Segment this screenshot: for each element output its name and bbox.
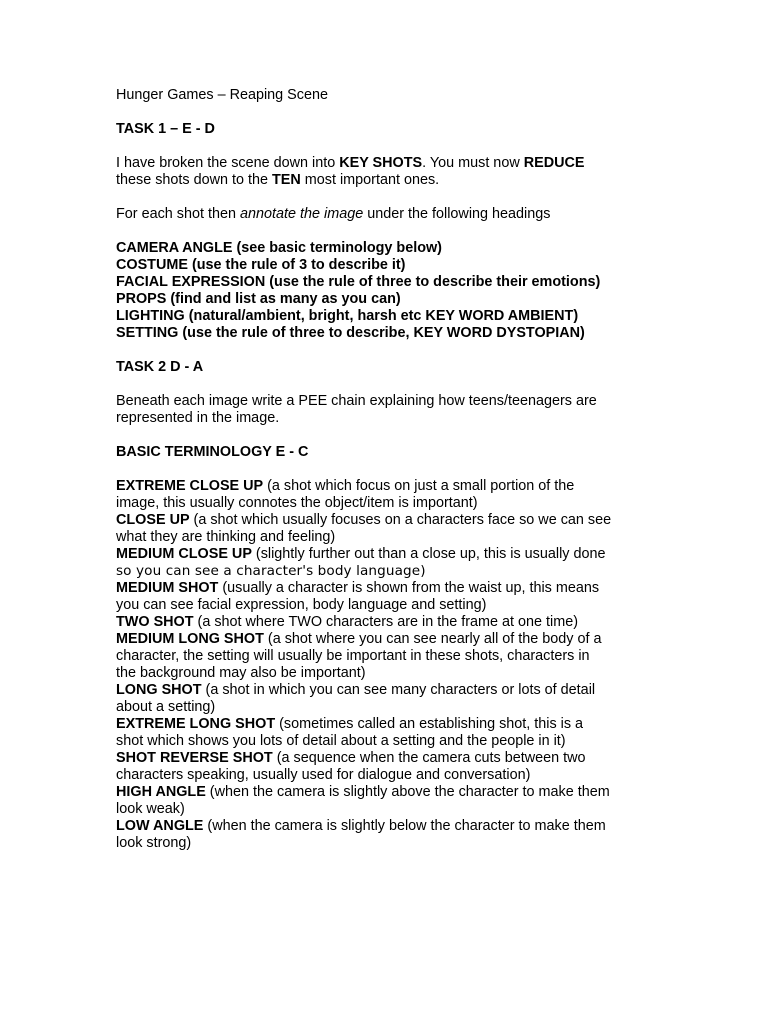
task2-body: [116, 393, 736, 427]
terminology-heading-text: BASIC TERMINOLOGY E - C: [116, 444, 309, 460]
term-name: LOW ANGLE: [116, 818, 204, 834]
document-title: Hunger Games – Reaping Scene: [116, 87, 328, 103]
term-line: [116, 682, 736, 699]
term-desc: (slightly further out than a close up, this is usually done: [251, 546, 606, 562]
annotate-after: under the following headings: [363, 206, 551, 222]
task1-heading: [116, 121, 736, 138]
term-desc-cont: look strong): [116, 835, 192, 851]
term-line: [116, 818, 736, 835]
heading-facial-expression: FACIAL EXPRESSION (use the rule of three to describe their emotions): [116, 274, 601, 290]
term-line: [116, 716, 736, 733]
task2-heading-text: TASK 2 D - A: [116, 359, 204, 375]
terminology-list: [116, 478, 736, 852]
document-page: [116, 87, 736, 852]
heading-camera-angle: CAMERA ANGLE (see basic terminology below): [116, 240, 442, 256]
term-line: [116, 580, 736, 597]
term-desc: (a shot in which you can see many characters or lots of detail: [201, 682, 596, 698]
task2-body-line2: represented in the image.: [116, 410, 280, 426]
term-desc-cont: you can see facial expression, body language and setting): [116, 597, 487, 613]
intro-bold-reduce: REDUCE: [523, 155, 585, 171]
term-desc: (when the camera is slightly below the character to make them: [203, 818, 606, 834]
intro-text-2: . You must now: [422, 155, 524, 171]
term-line: [116, 512, 736, 529]
intro-text-3: these shots down to the: [116, 172, 272, 188]
term-desc: (a shot where TWO characters are in the frame at one time): [193, 614, 578, 630]
term-name: MEDIUM LONG SHOT: [116, 631, 264, 647]
task1-intro-line2: [116, 172, 736, 189]
term-desc-cont: look weak): [116, 801, 185, 817]
task2-heading: [116, 359, 736, 376]
term-desc: (a sequence when the camera cuts between two: [272, 750, 586, 766]
term-line: [116, 478, 736, 495]
term-name: MEDIUM CLOSE UP: [116, 546, 252, 562]
term-desc-cont: the background may also be important): [116, 665, 366, 681]
term-extreme-long-shot: [116, 716, 736, 750]
term-name: SHOT REVERSE SHOT: [116, 750, 273, 766]
heading-setting: SETTING (use the rule of three to describe, KEY WORD DYSTOPIAN): [116, 325, 585, 341]
heading-props: PROPS (find and list as many as you can): [116, 291, 401, 307]
term-desc-cont: about a setting): [116, 699, 216, 715]
term-name: LONG SHOT: [116, 682, 202, 698]
term-desc: (a shot where you can see nearly all of the body of a: [263, 631, 602, 647]
term-desc-cont: image, this usually connotes the object/item is important): [116, 495, 478, 511]
intro-bold-key-shots: KEY SHOTS: [339, 155, 423, 171]
term-line: [116, 614, 736, 631]
intro-bold-ten: TEN: [272, 172, 301, 188]
term-long-shot: [116, 682, 736, 716]
term-medium-close-up: [116, 546, 736, 580]
task2-body-line1: Beneath each image write a PEE chain explaining how teens/teenagers are: [116, 393, 597, 409]
term-name: MEDIUM SHOT: [116, 580, 219, 596]
term-close-up: [116, 512, 736, 546]
task1-intro-line1: [116, 155, 736, 172]
term-desc-cont: characters speaking, usually used for dialogue and conversation): [116, 767, 531, 783]
term-medium-long-shot: [116, 631, 736, 682]
term-shot-reverse-shot: [116, 750, 736, 784]
intro-text-4: most important ones.: [300, 172, 440, 188]
term-name: HIGH ANGLE: [116, 784, 206, 800]
term-name: TWO SHOT: [116, 614, 194, 630]
term-desc: (when the camera is slightly above the character to make them: [205, 784, 610, 800]
term-medium-shot: [116, 580, 736, 614]
term-line: [116, 631, 736, 648]
annotate-before: For each shot then: [116, 206, 240, 222]
term-desc-cont: character, the setting will usually be important in these shots, characters in: [116, 648, 590, 664]
term-two-shot: [116, 614, 736, 631]
term-desc: (usually a character is shown from the waist up, this means: [218, 580, 600, 596]
term-extreme-close-up: [116, 478, 736, 512]
annotate-italic: annotate the image: [240, 206, 364, 222]
intro-text-1: I have broken the scene down into: [116, 155, 340, 171]
term-low-angle: [116, 818, 736, 852]
task1-intro: [116, 155, 736, 189]
term-high-angle: [116, 784, 736, 818]
term-name: EXTREME CLOSE UP: [116, 478, 264, 494]
term-desc-cont: shot which shows you lots of detail about a setting and the people in it): [116, 733, 566, 749]
term-line: [116, 750, 736, 767]
task1-heading-text: TASK 1 – E - D: [116, 121, 215, 137]
term-name: CLOSE UP: [116, 512, 190, 528]
term-desc-cont: what they are thinking and feeling): [116, 529, 336, 545]
heading-costume: COSTUME (use the rule of 3 to describe it): [116, 257, 406, 273]
term-name: EXTREME LONG SHOT: [116, 716, 276, 732]
term-line: [116, 546, 736, 563]
term-desc: (sometimes called an establishing shot, this is a: [275, 716, 584, 732]
heading-lighting: LIGHTING (natural/ambient, bright, harsh etc KEY WORD AMBIENT): [116, 308, 579, 324]
term-desc: (a shot which usually focuses on a characters face so we can see: [189, 512, 612, 528]
task1-annotate-instruction: [116, 206, 736, 223]
terminology-heading: [116, 444, 736, 461]
term-desc-cont: so you can see a character's body language): [116, 563, 426, 579]
term-line: [116, 784, 736, 801]
term-desc: (a shot which focus on just a small portion of the: [263, 478, 575, 494]
annotation-headings-list: [116, 240, 736, 342]
